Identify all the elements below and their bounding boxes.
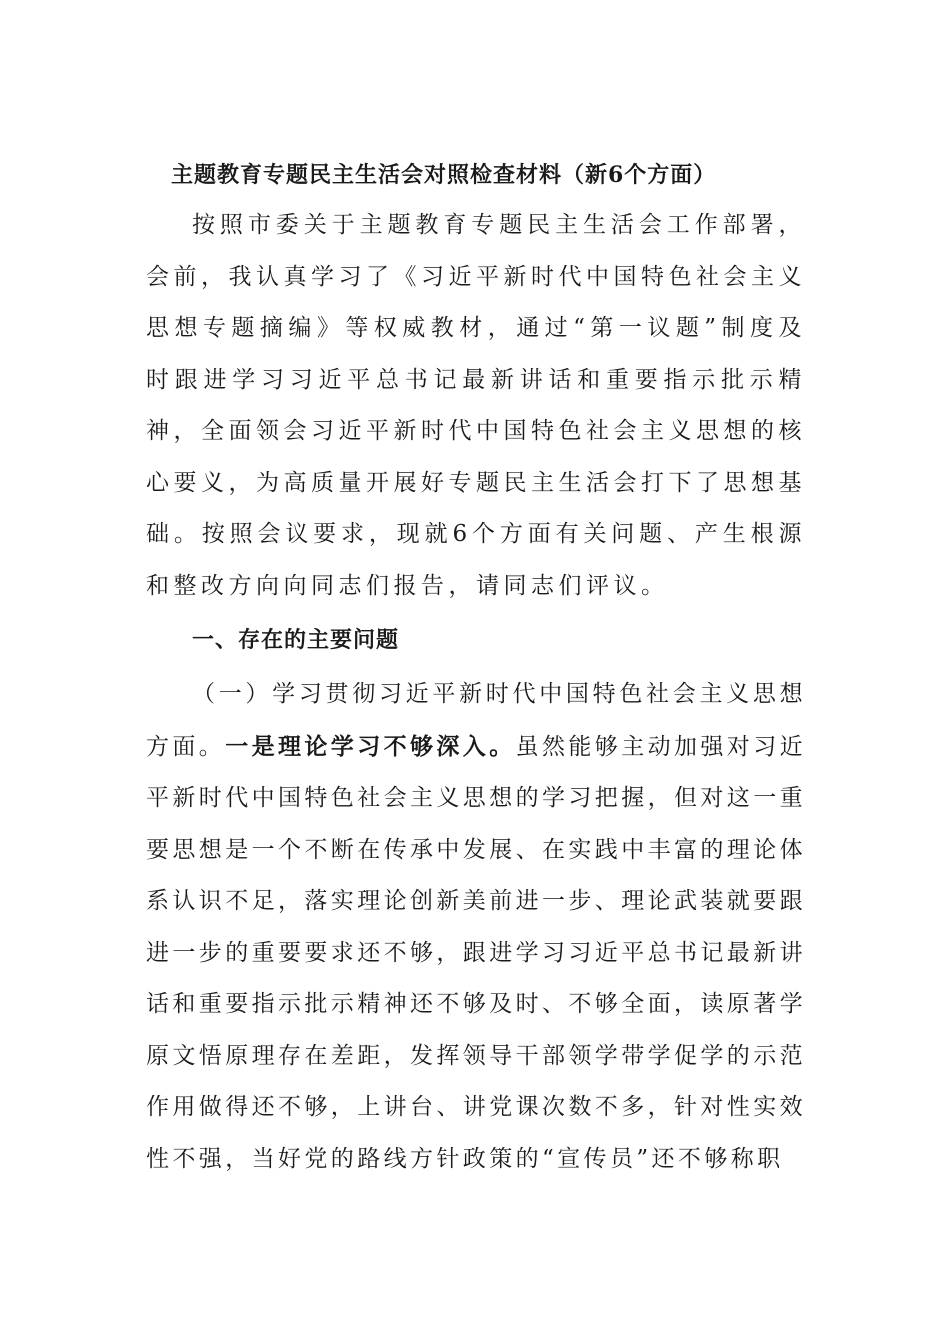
intro-paragraph: 按照市委关于主题教育专题民主生活会工作部署，会前，我认真学习了《习近平新时代中国特色社会主义思想专题摘编》等权威教材，通过“第一议题”制度及时跟进学习习近平总书记最新讲话和重要指示批示精神，全面领会习近平新时代中国特色社会主义思想的核心要义，为高质量开展好专题民主生活会打下了思想基础。按照会议要求，现就6个方面有关问题、产生根源和整改方向向同志们报告，请同志们评议。 [146,212,806,599]
section-heading: 一、存在的主要问题 [192,627,400,653]
document-title: 主题教育专题民主生活会对照检查材料（新6个方面） [171,162,717,188]
item-point-title: 一是理论学习不够深入。 [225,732,516,760]
item-point-body: 虽然能够主动加强对习近平新时代中国特色社会主义思想的学习把握，但对这一重要思想是一个不断在传承中发展、在实践中丰富的理论体系认识不足，落实理论创新美前进一步、理论武装就要跟进一步的重要要求还不够，跟进学习习近平总书记最新讲话和重要指示批示精神还不够及时、不够全面，读原著学原文悟原理存在差距，发挥领导干部领学带学促学的示范作用做得还不够，上讲台、讲党课次数不多，针对性实效性不强，当好党的路线方针政策的“宣传员”还不够称职 [146,733,807,1172]
section-item-paragraph [146,669,806,1185]
document-body [146,150,806,1185]
item-lead-text: （一）学习贯彻习近平新时代中国特色社会主义思想方面。 [146,681,806,760]
